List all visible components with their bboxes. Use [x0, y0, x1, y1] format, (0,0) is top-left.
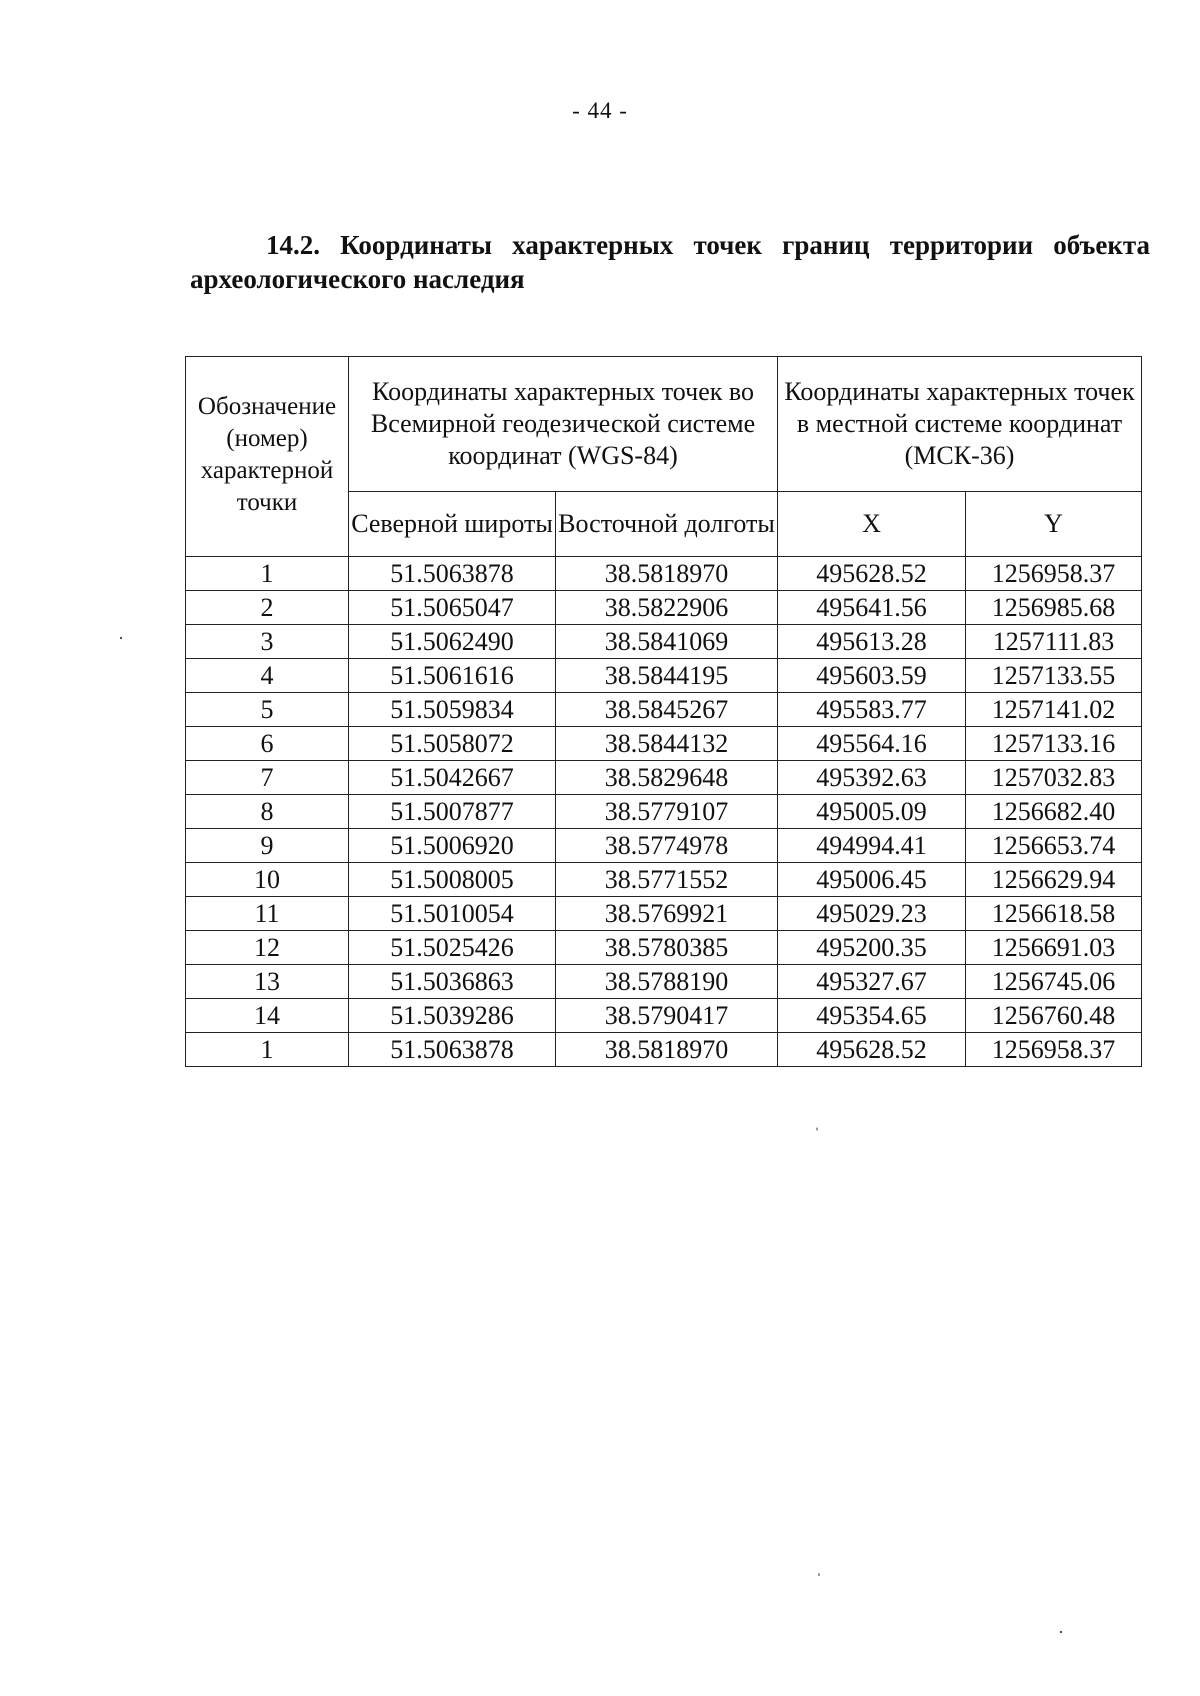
scan-speck: · — [118, 628, 124, 648]
cell-longitude: 38.5788190 — [556, 965, 778, 999]
table-row — [186, 931, 1142, 965]
cell-x: 495327.67 — [778, 965, 966, 999]
cell-point: 10 — [186, 863, 349, 897]
cell-point: 3 — [186, 625, 349, 659]
table-row — [186, 659, 1142, 693]
cell-x: 495603.59 — [778, 659, 966, 693]
cell-longitude: 38.5779107 — [556, 795, 778, 829]
cell-point: 9 — [186, 829, 349, 863]
page-number: - 44 - — [572, 98, 628, 123]
table-row — [186, 727, 1142, 761]
cell-x: 495200.35 — [778, 931, 966, 965]
header-msk36-group: Координаты характерных точек в местной системе координат (МСК-36) — [778, 357, 1142, 492]
cell-longitude: 38.5845267 — [556, 693, 778, 727]
table-row — [186, 897, 1142, 931]
cell-longitude: 38.5790417 — [556, 999, 778, 1033]
cell-point: 11 — [186, 897, 349, 931]
cell-point: 8 — [186, 795, 349, 829]
cell-point: 1 — [186, 1033, 349, 1067]
cell-y: 1256985.68 — [966, 591, 1142, 625]
table-row — [186, 693, 1142, 727]
cell-longitude: 38.5818970 — [556, 1033, 778, 1067]
cell-y: 1256629.94 — [966, 863, 1142, 897]
cell-latitude: 51.5065047 — [349, 591, 556, 625]
section-heading — [190, 228, 1150, 296]
cell-y: 1257111.83 — [966, 625, 1142, 659]
cell-x: 495564.16 — [778, 727, 966, 761]
cell-point: 7 — [186, 761, 349, 795]
cell-x: 495354.65 — [778, 999, 966, 1033]
cell-x: 495628.52 — [778, 1033, 966, 1067]
cell-point: 12 — [186, 931, 349, 965]
section-heading-line2: археологического наследия — [190, 264, 525, 294]
header-longitude: Восточной долготы — [556, 492, 778, 557]
cell-latitude: 51.5061616 — [349, 659, 556, 693]
cell-point: 4 — [186, 659, 349, 693]
cell-longitude: 38.5774978 — [556, 829, 778, 863]
cell-latitude: 51.5063878 — [349, 1033, 556, 1067]
table-row — [186, 625, 1142, 659]
cell-longitude: 38.5771552 — [556, 863, 778, 897]
cell-longitude: 38.5844195 — [556, 659, 778, 693]
scan-speck: · — [1058, 1622, 1064, 1642]
header-x: X — [778, 492, 966, 557]
cell-x: 495641.56 — [778, 591, 966, 625]
cell-point: 13 — [186, 965, 349, 999]
cell-y: 1256653.74 — [966, 829, 1142, 863]
cell-y: 1257133.55 — [966, 659, 1142, 693]
cell-x: 495628.52 — [778, 557, 966, 591]
table-row — [186, 829, 1142, 863]
table-row — [186, 863, 1142, 897]
cell-point: 5 — [186, 693, 349, 727]
table-row — [186, 1033, 1142, 1067]
cell-y: 1256682.40 — [966, 795, 1142, 829]
cell-longitude: 38.5822906 — [556, 591, 778, 625]
cell-y: 1256618.58 — [966, 897, 1142, 931]
cell-longitude: 38.5818970 — [556, 557, 778, 591]
cell-latitude: 51.5042667 — [349, 761, 556, 795]
cell-x: 495029.23 — [778, 897, 966, 931]
cell-y: 1257032.83 — [966, 761, 1142, 795]
cell-x: 495006.45 — [778, 863, 966, 897]
coordinates-table-body — [186, 557, 1142, 1067]
cell-latitude: 51.5062490 — [349, 625, 556, 659]
cell-longitude: 38.5844132 — [556, 727, 778, 761]
cell-latitude: 51.5063878 — [349, 557, 556, 591]
section-heading-line1: 14.2. Координаты характерных точек границ территории объекта — [266, 230, 1150, 260]
cell-y: 1256691.03 — [966, 931, 1142, 965]
cell-point: 2 — [186, 591, 349, 625]
table-row — [186, 795, 1142, 829]
cell-longitude: 38.5780385 — [556, 931, 778, 965]
header-point-designation: Обозначение (номер) характерной точки — [186, 357, 349, 557]
cell-y: 1256958.37 — [966, 1033, 1142, 1067]
cell-x: 494994.41 — [778, 829, 966, 863]
cell-latitude: 51.5008005 — [349, 863, 556, 897]
cell-x: 495583.77 — [778, 693, 966, 727]
cell-latitude: 51.5039286 — [349, 999, 556, 1033]
header-wgs84-group: Координаты характерных точек во Всемирной геодезической системе координат (WGS-84) — [349, 357, 778, 492]
cell-longitude: 38.5841069 — [556, 625, 778, 659]
cell-latitude: 51.5010054 — [349, 897, 556, 931]
table-row — [186, 591, 1142, 625]
coordinates-table — [185, 356, 1142, 1067]
cell-y: 1257133.16 — [966, 727, 1142, 761]
cell-latitude: 51.5007877 — [349, 795, 556, 829]
table-row — [186, 965, 1142, 999]
table-row — [186, 761, 1142, 795]
cell-point: 6 — [186, 727, 349, 761]
table-row — [186, 999, 1142, 1033]
cell-latitude: 51.5025426 — [349, 931, 556, 965]
cell-y: 1256745.06 — [966, 965, 1142, 999]
cell-longitude: 38.5829648 — [556, 761, 778, 795]
cell-point: 1 — [186, 557, 349, 591]
cell-point: 14 — [186, 999, 349, 1033]
cell-longitude: 38.5769921 — [556, 897, 778, 931]
cell-latitude: 51.5058072 — [349, 727, 556, 761]
header-y: Y — [966, 492, 1142, 557]
cell-y: 1256958.37 — [966, 557, 1142, 591]
scan-speck: ˈ — [814, 1124, 820, 1144]
cell-x: 495005.09 — [778, 795, 966, 829]
cell-latitude: 51.5036863 — [349, 965, 556, 999]
table-row — [186, 557, 1142, 591]
cell-y: 1257141.02 — [966, 693, 1142, 727]
cell-x: 495392.63 — [778, 761, 966, 795]
cell-latitude: 51.5059834 — [349, 693, 556, 727]
scan-speck: ˌ — [816, 1556, 822, 1576]
cell-x: 495613.28 — [778, 625, 966, 659]
cell-y: 1256760.48 — [966, 999, 1142, 1033]
cell-latitude: 51.5006920 — [349, 829, 556, 863]
header-latitude: Северной широты — [349, 492, 556, 557]
